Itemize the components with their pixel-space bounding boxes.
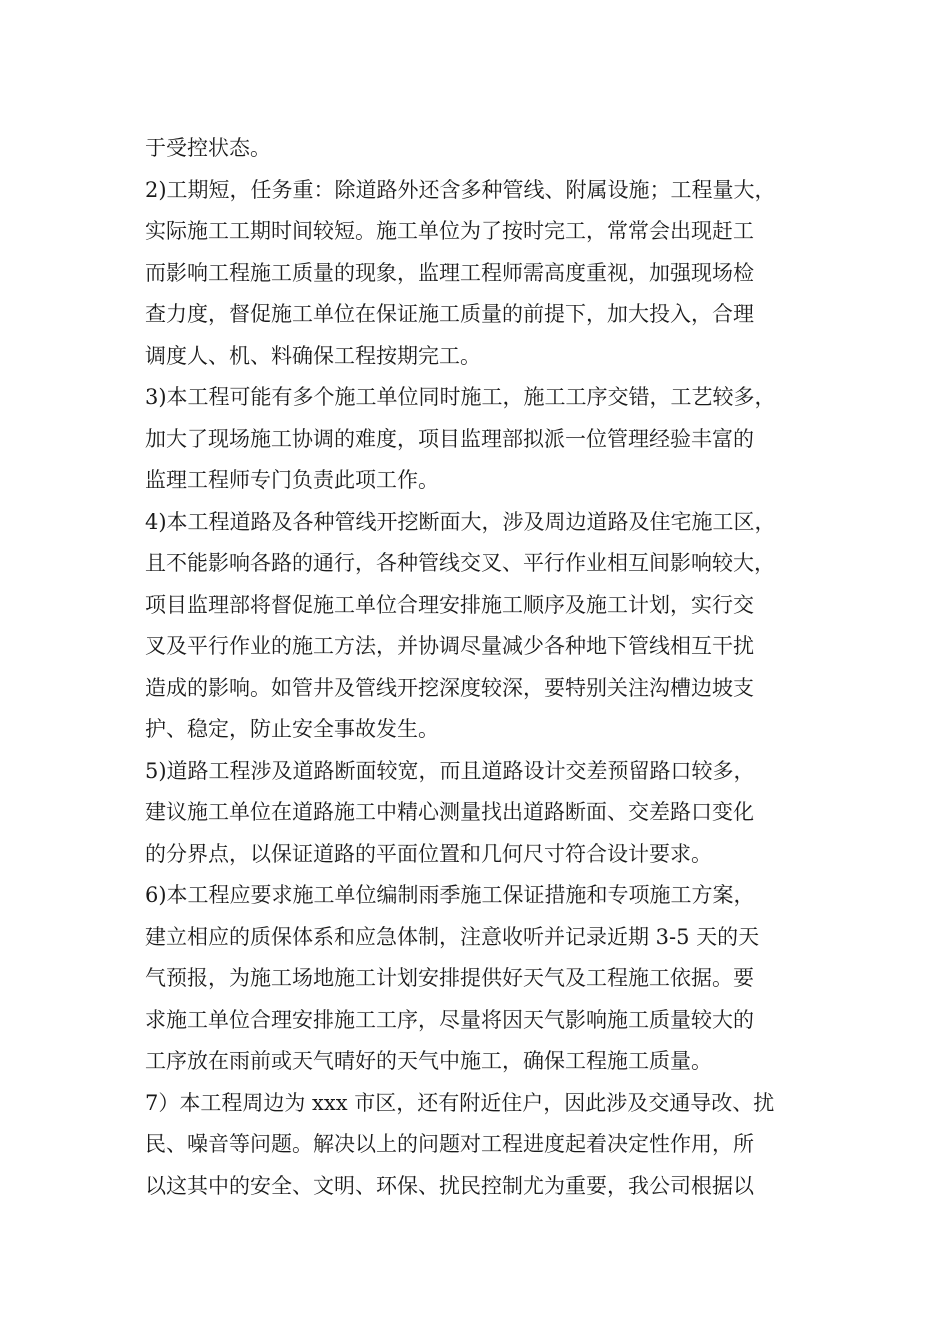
text-line: 且不能影响各路的通行，各种管线交叉、平行作业相互间影响较大， — [145, 551, 775, 575]
text-line: 5)道路工程涉及道路断面较宽，而且道路设计交差预留路口较多， — [145, 758, 755, 783]
text-line: 2)工期短，任务重：除道路外还含多种管线、附属设施；工程量大， — [145, 177, 776, 202]
body-text — [145, 128, 835, 1207]
text-line: 护、稳定，防止安全事故发生。 — [145, 717, 439, 741]
text-line: 建立相应的质保体系和应急体制，注意收听并记录近期 3-5 天的天 — [145, 924, 760, 949]
text-line: 监理工程师专门负责此项工作。 — [145, 468, 439, 492]
text-line: 以这其中的安全、文明、环保、扰民控制尤为重要，我公司根据以 — [145, 1173, 754, 1198]
text-line: 4)本工程道路及各种管线开挖断面大，涉及周边道路及住宅施工区， — [145, 509, 776, 534]
text-line: 求施工单位合理安排施工工序，尽量将因天气影响施工质量较大的 — [145, 1007, 754, 1032]
text-line: 调度人、机、料确保工程按期完工。 — [145, 343, 481, 368]
text-line: 加大了现场施工协调的难度，项目监理部拟派一位管理经验丰富的 — [145, 426, 754, 451]
text-line: 实际施工工期时间较短。施工单位为了按时完工，常常会出现赶工 — [145, 219, 754, 243]
text-line: 6)本工程应要求施工单位编制雨季施工保证措施和专项施工方案， — [145, 883, 755, 907]
text-line: 项目监理部将督促施工单位合理安排施工顺序及施工计划，实行交 — [145, 592, 754, 617]
text-line: 7）本工程周边为 xxx 市区，还有附近住户，因此涉及交通导改、扰 — [145, 1090, 775, 1115]
text-line: 的分界点，以保证道路的平面位置和几何尺寸符合设计要求。 — [145, 841, 712, 866]
text-line: 工序放在雨前或天气晴好的天气中施工，确保工程施工质量。 — [145, 1049, 712, 1073]
text-line: 查力度，督促施工单位在保证施工质量的前提下，加大投入，合理 — [145, 302, 754, 326]
text-line: 3)本工程可能有多个施工单位同时施工，施工工序交错，工艺较多， — [145, 385, 776, 409]
text-line: 叉及平行作业的施工方法，并协调尽量减少各种地下管线相互干扰 — [145, 634, 754, 658]
text-line: 造成的影响。如管井及管线开挖深度较深，要特别关注沟槽边坡支 — [145, 675, 754, 700]
text-line: 建议施工单位在道路施工中精心测量找出道路断面、交差路口变化 — [145, 800, 754, 824]
text-line: 于受控状态。 — [145, 136, 271, 160]
text-line: 气预报，为施工场地施工计划安排提供好天气及工程施工依据。要 — [145, 966, 754, 990]
text-line: 而影响工程施工质量的现象，监理工程师需高度重视，加强现场检 — [145, 260, 754, 285]
text-line: 民、噪音等问题。解决以上的问题对工程进度起着决定性作用，所 — [145, 1132, 754, 1156]
